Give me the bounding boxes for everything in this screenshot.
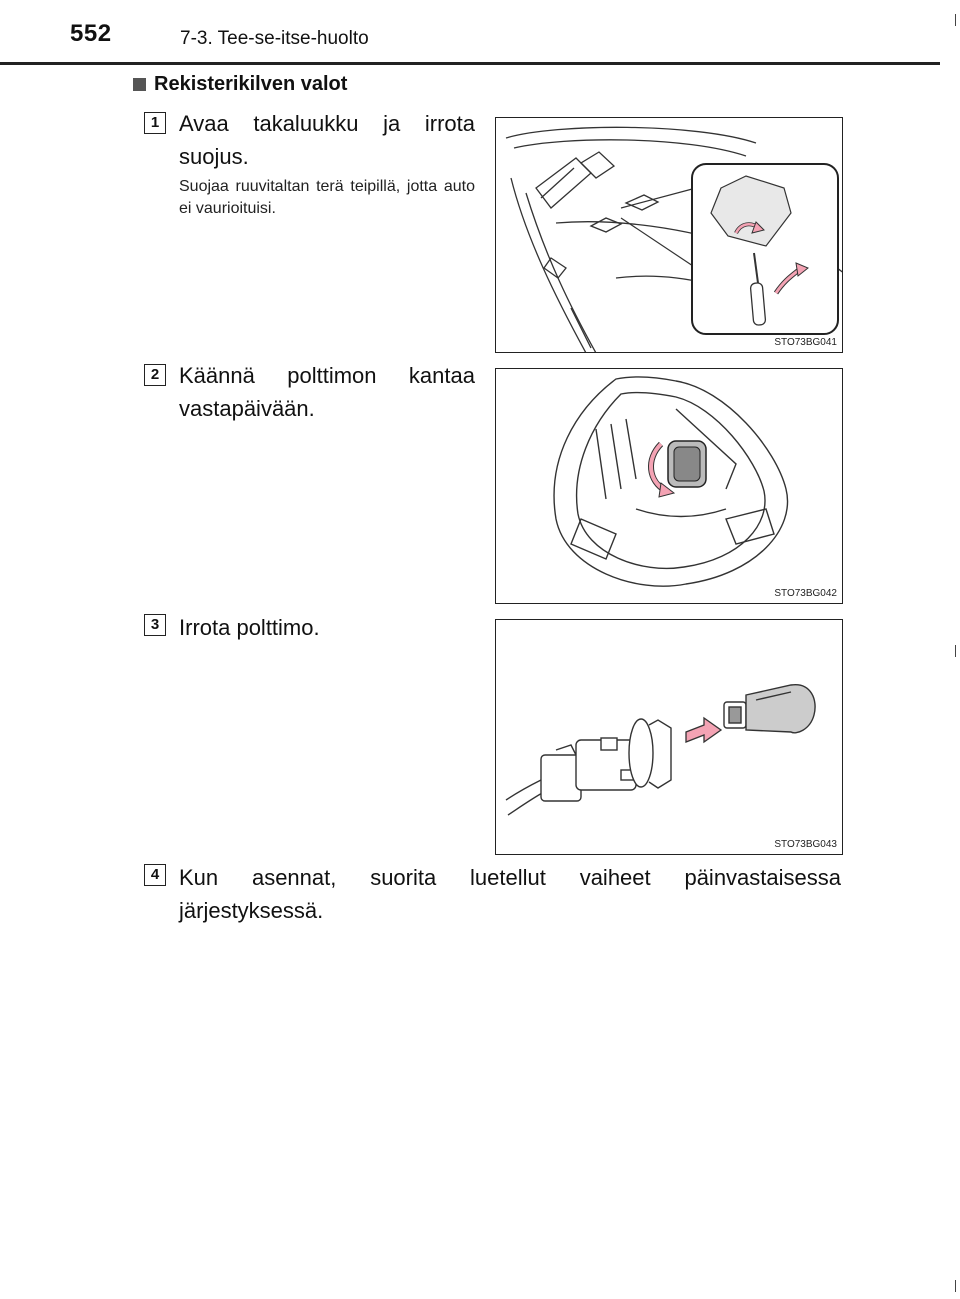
step-number-badge: 1	[144, 112, 166, 134]
figure-open-back-door	[495, 117, 843, 353]
step-text: Käännä polttimon kantaa vastapäivään.	[179, 363, 475, 421]
header-divider	[0, 62, 940, 65]
subheading	[133, 73, 347, 96]
step-text: Irrota polttimo.	[179, 615, 320, 640]
figure-turn-bulb-base	[495, 368, 843, 604]
crop-mark	[955, 14, 956, 26]
figure-code: STO73BG041	[774, 337, 837, 348]
bullet-square-icon	[133, 78, 146, 91]
step-number-badge: 3	[144, 614, 166, 636]
step-number-badge: 4	[144, 864, 166, 886]
step-number-badge: 2	[144, 364, 166, 386]
crop-mark	[955, 645, 956, 657]
figure-remove-bulb	[495, 619, 843, 855]
figure-code: STO73BG042	[774, 588, 837, 599]
step-text: Avaa takaluukku ja irrota suojus.	[179, 111, 475, 169]
back-door-illustration	[496, 118, 843, 353]
page-number: 552	[70, 20, 112, 47]
figure-code: STO73BG043	[774, 839, 837, 850]
bulb-removal-illustration	[496, 620, 843, 855]
crop-mark	[955, 1280, 956, 1292]
step-text: Kun asennat, suorita luetellut vaiheet päinvastaisessa järjestyksessä.	[179, 865, 841, 923]
step-note: Suojaa ruuvitaltan terä teipillä, jotta auto ei vaurioituisi.	[179, 178, 475, 217]
lamp-housing-illustration	[496, 369, 843, 604]
subheading-text: Rekisterikilven valot	[154, 73, 348, 95]
section-title: 7-3. Tee-se-itse-huolto	[180, 28, 369, 49]
